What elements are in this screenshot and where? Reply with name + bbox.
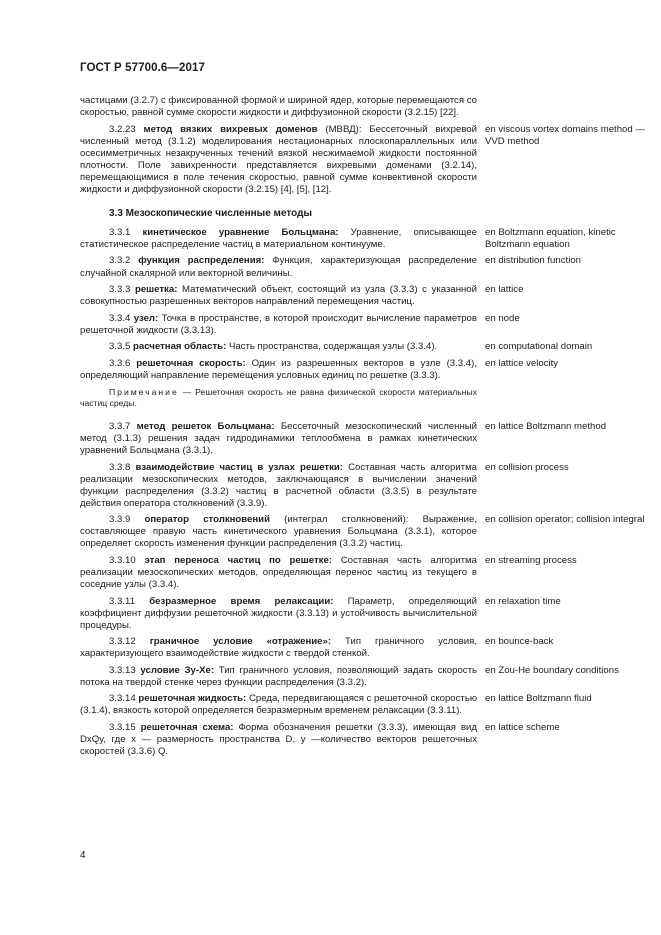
term-name: условие Зу-Хе: xyxy=(140,664,215,676)
term-name: граничное условие «отражение»: xyxy=(149,636,332,648)
term-number: 3.3.2 xyxy=(109,255,131,267)
term-entry xyxy=(80,514,645,550)
definition-text xyxy=(80,462,477,510)
english-equivalent: en Boltzmann equation, kinetic Boltzmann equation xyxy=(485,226,616,250)
term-name: метод вязких вихревых доменов xyxy=(143,123,318,135)
definition: Форма обозначения решетки (3.3.3), имеющая вид DxQy, где x — размерность пространства D, y —количество векторов решеточных скоростей (3.3.6) Q. xyxy=(80,721,477,758)
english-equivalent: en computational domain xyxy=(485,341,593,353)
definition-text xyxy=(80,693,477,717)
definition-text xyxy=(80,555,477,591)
term-entry xyxy=(80,596,645,632)
term-number: 3.3.9 xyxy=(109,514,131,526)
definition: Точка в пространстве, в которой происходит вычисление параметров решеточной жидкости (3.3.13). xyxy=(80,312,477,336)
definition-text xyxy=(80,596,477,632)
term-name: решеточная скорость: xyxy=(136,357,246,369)
english-equivalent: en viscous vortex domains method — VVD method xyxy=(485,123,645,147)
term-name: оператор столкновений xyxy=(144,514,270,526)
definition: Бессеточный мезоскопический численный метод (3.1.3) решения задач гидродинамики теплообмена в рамках кинетических уравнений Больцмана (3.3.1). xyxy=(80,420,477,456)
term-entry xyxy=(80,227,645,251)
english-equivalent: en collision operator; collision integral xyxy=(485,514,645,526)
term-name: решеточная схема: xyxy=(140,721,234,733)
definition: Среда, передвигающаяся с решеточной скоростью (3.1.4), вязкость которой определяется безразмерным временем релаксации (3.3.11). xyxy=(80,693,478,717)
term-number: 3.3.7 xyxy=(109,420,131,432)
term-name: этап переноса частиц по решетке: xyxy=(144,554,332,566)
english-equivalent: en distribution function xyxy=(485,255,581,267)
definition: частицами (3.2.7) с фиксированной формой и шириной ядер, которые перемещаются со скоростью, равной сумме скорости жидкости и диффузионной скорости (3.2.15) [22]. xyxy=(80,95,477,119)
term-number: 3.3.4 xyxy=(109,312,131,324)
definition-text xyxy=(80,341,477,353)
page-number: 4 xyxy=(80,850,86,861)
term-name: безразмерное время релаксации: xyxy=(149,595,334,607)
term-entry xyxy=(80,555,645,591)
term-entry xyxy=(80,255,645,279)
term-entry xyxy=(80,358,645,382)
definition: (интеграл столкновений): Выражение, составляющее правую часть кинетического уравнения Больцмана (3.3.1), которое определяет скорость изменения функции распределения (3.3.2) частиц. xyxy=(80,514,477,550)
definition-text xyxy=(80,421,477,457)
term-entry xyxy=(80,284,645,308)
definition: Уравнение, описывающее статистическое распределение частиц в материальном континууме. xyxy=(80,226,478,250)
english-equivalent: en bounce-back xyxy=(485,636,554,648)
english-equivalent: en lattice scheme xyxy=(485,721,560,733)
definition-text xyxy=(80,95,477,119)
definition: Один из разрешенных векторов в узле (3.3.4), определяющий направление перемещения условных единиц по решетке (3.3.3). xyxy=(80,357,477,381)
document-body xyxy=(80,95,645,763)
term-entry xyxy=(80,636,645,660)
definition-text xyxy=(80,665,477,689)
definition-text xyxy=(80,636,477,660)
definition-text xyxy=(80,313,477,337)
term-entry xyxy=(80,341,645,353)
term-number: 3.3.14 xyxy=(109,693,136,705)
term-entry xyxy=(80,665,645,689)
section-title: 3.3 Мезоскопические численные методы xyxy=(109,207,313,219)
definition: Тип граничного условия, позволяющий задать скорость потока на твердой стенке через функции распределения (3.3.2). xyxy=(80,664,477,688)
term-number: 3.3.13 xyxy=(109,664,136,676)
term-name: решетка: xyxy=(134,284,178,296)
english-equivalent: en Zou-He boundary conditions xyxy=(485,664,619,676)
term-name: взаимодействие частиц в узлах решетки: xyxy=(135,461,344,473)
term-name: расчетная область: xyxy=(133,341,227,353)
document-header: ГОСТ Р 57700.6—2017 xyxy=(80,62,205,74)
definition: Часть пространства, содержащая узлы (3.3.4). xyxy=(228,341,438,353)
definition-text xyxy=(80,124,477,196)
english-equivalent: en lattice velocity xyxy=(485,357,559,369)
term-name: функция распределения: xyxy=(138,255,265,267)
definition-text xyxy=(80,358,477,382)
term-entry xyxy=(80,421,645,457)
term-entry xyxy=(80,693,645,717)
definition: Функция, характеризующая распределение случайной скалярной или векторной величины. xyxy=(80,255,478,279)
note-label: Примечание xyxy=(109,386,179,397)
english-equivalent: en node xyxy=(485,312,520,324)
definition-text xyxy=(80,722,477,758)
english-equivalent: en collision process xyxy=(485,461,569,473)
term-number: 3.3.15 xyxy=(109,721,136,733)
definition-text xyxy=(80,255,477,279)
term-number: 3.2.23 xyxy=(109,123,136,135)
definition: Параметр, определяющий коэффициент диффузии решеточной жидкости (3.3.13) и устойчивость вычислительной процедуры. xyxy=(80,595,477,631)
term-number: 3.3.3 xyxy=(109,284,131,296)
english-equivalent: en relaxation time xyxy=(485,595,561,607)
definition-text xyxy=(80,514,477,550)
english-equivalent: en streaming process xyxy=(485,554,577,566)
definition: (МВВД): Бессеточный вихревой численный метод (3.1.2) моделирования нестационарных плоскопараллельных или осесимметричных незакрученных течений вязкой несжимаемой жидкости постоянной плотности. Поле завихренности представляется вихревыми доменами (3.2.14), перемещающимися в поле течения скоростью, равной сумме конвективной скорости жидкости и диффузионной скорости (3.2.15) [4], [5], [12]. xyxy=(80,123,478,195)
definition: Составная часть алгоритма реализации мезоскопических методов, определяющая перенос частиц из текущего в соседние узлы (3.3.4). xyxy=(80,554,477,590)
english-equivalent xyxy=(485,95,645,119)
term-entry xyxy=(80,95,645,119)
note-text: — Решеточная скорость не равна физической скорости материальных частиц среды. xyxy=(80,386,477,408)
term-number: 3.3.6 xyxy=(109,357,131,369)
definition-text xyxy=(80,227,477,251)
term-number: 3.3.5 xyxy=(109,341,131,353)
term-name: узел: xyxy=(133,312,159,324)
term-name: решеточная жидкость: xyxy=(138,693,247,705)
definition: Тип граничного условия, характеризующего взаимодействие жидкости с твердой стенкой. xyxy=(80,636,478,660)
term-entry xyxy=(80,722,645,758)
term-name: метод решеток Больцмана: xyxy=(136,420,275,432)
definition-text xyxy=(80,284,477,308)
english-equivalent: en lattice Boltzmann fluid xyxy=(485,693,592,705)
term-entry xyxy=(80,313,645,337)
term-number: 3.3.12 xyxy=(109,636,136,648)
term-name: кинетическое уравнение Больцмана: xyxy=(142,226,339,238)
term-number: 3.3.1 xyxy=(109,226,131,238)
definition: Математический объект, состоящий из узла (3.3.3) с указанной совокупностью разрешенных векторов направлений перемещения частиц. xyxy=(80,284,477,308)
english-equivalent: en lattice xyxy=(485,284,524,296)
term-number: 3.3.11 xyxy=(109,595,135,607)
note xyxy=(80,387,477,409)
term-number: 3.3.8 xyxy=(109,461,131,473)
english-equivalent: en lattice Boltzmann method xyxy=(485,420,607,432)
term-number: 3.3.10 xyxy=(109,554,136,566)
definition: Составная часть алгоритма реализации мезоскопических методов, заключающаяся в вычислении значений функции распределения (3.3.2) частиц в расчетной области (3.3.5) в результате действия оператора столкновений (3.3.9). xyxy=(80,461,477,509)
term-entry xyxy=(80,462,645,510)
term-entry xyxy=(80,124,645,196)
